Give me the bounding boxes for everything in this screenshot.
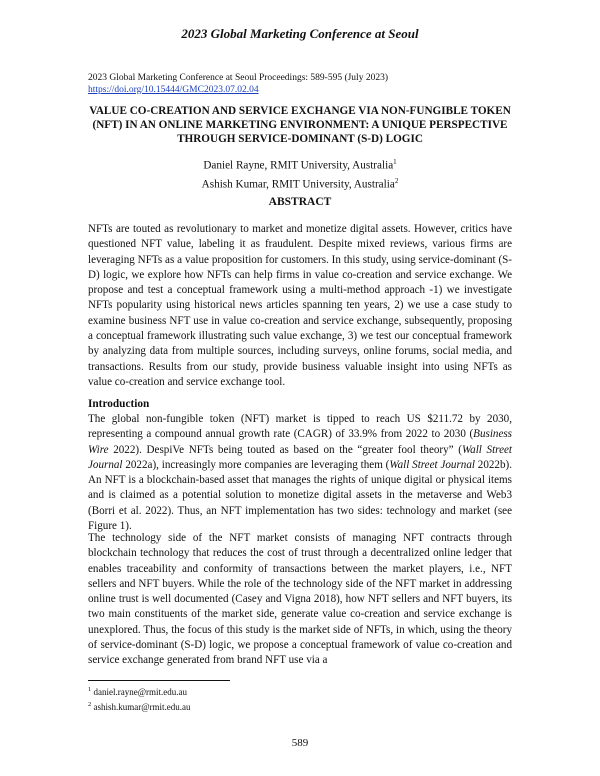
text-run: 2022b). An NFT is a blockchain-based asset that manages the rights of unique digital or physical items and is claimed as a potential solution to monetize digital assets in the metaverse and Web3 (Borri et al. 2022). Thus, an NFT implementation has two sides: technology and market (see Figure 1). [88, 458, 512, 533]
footnote-marker: 2 [394, 176, 399, 185]
footnote-marker: 1 [393, 158, 397, 166]
text-run: 2022a), increasingly more companies are leveraging them ( [122, 458, 390, 471]
author-name-affiliation: Daniel Rayne, RMIT University, Australia [203, 159, 394, 172]
abstract-heading: ABSTRACT [268, 196, 332, 208]
page-number: 589 [291, 737, 309, 749]
footnote-divider [88, 680, 230, 681]
introduction-paragraph-1 [88, 412, 512, 534]
section-heading-introduction: Introduction [88, 398, 150, 410]
footnote [88, 684, 191, 699]
author-name-affiliation: Ashish Kumar, RMIT University, Australia [201, 178, 395, 191]
reference-italic: Business Wire [88, 428, 512, 456]
footnote [88, 699, 191, 714]
reference-italic: Wall Street Journal [389, 458, 475, 471]
author-line [88, 155, 512, 174]
reference-italic: Wall Street Journal [88, 443, 512, 471]
proceedings-citation: 2023 Global Marketing Conference at Seoul Proceedings: 589-595 (July 2023) [88, 73, 388, 83]
footnotes [88, 684, 191, 713]
running-head: 2023 Global Marketing Conference at Seoul [181, 26, 419, 41]
text-run: 2022). DespiVe NFTs being touted as based on the “greater fool theory” ( [108, 443, 462, 456]
author-list [88, 155, 512, 192]
citation-block [88, 72, 388, 96]
introduction-paragraph-2: The technology side of the NFT market consists of managing NFT contracts through blockchain technology that reduces the cost of trust through a decentralized online ledger that enables traceability and conformity of transactions between the market players, i.e., NFT sellers and NFT buyers. While the role of the technology side of the NFT market in addressing online trust is well documented (Casey and Vigna 2018), how NFT sellers and NFT buyers, its two main constituents of the market side, generate value co-creation and service exchange is unexplored. Thus, the focus of this study is the market side of NFTs, in which, using the theory of service-dominant (S-D) logic, we propose a conceptual framework of value co-creation and service exchange generated from brand NFT use via a [88, 532, 512, 667]
doi-link[interactable]: https://doi.org/10.15444/GMC2023.07.02.04 [88, 85, 259, 95]
footnote-marker: 1 [88, 686, 92, 693]
paper-title: VALUE CO-CREATION AND SERVICE EXCHANGE VIA NON-FUNGIBLE TOKEN (NFT) IN AN ONLINE MARKETING ENVIRONMENT: A UNIQUE PERSPECTIVE THROUGH SERVICE-DOMINANT (S-D) LOGIC [89, 105, 511, 145]
abstract-text: NFTs are touted as revolutionary to market and monetize digital assets. However, critics have questioned NFT value, labeling it as fraudulent. Despite mixed reviews, various firms are leveraging NFTs as a value proposition for customers. In this study, using service-dominant (S-D) logic, we explore how NFTs can help firms in value co-creation and service exchange. We propose and test a conceptual framework using a multi-method approach -1) we investigate NFTs popularity using historical news articles spanning ten years, 2) we use a case study to examine business NFT use in value co-creation and service exchange, subsequently, proposing a conceptual framework illustrating such value exchange, 3) we test our conceptual framework by analyzing data from multiple sources, including surveys, online forums, social media, and transactions. Results from our study, provide business valuable insight into using NFTs as value co-creation and service exchange tool. [88, 223, 512, 388]
footnote-email: daniel.rayne@rmit.edu.au [93, 687, 188, 697]
text-run: The global non-fungible token (NFT) market is tipped to reach US $211.72 by 2030, representing a compound annual growth rate (CAGR) of 33.9% from 2022 to 2030 ( [88, 413, 512, 441]
footnote-email: ashish.kumar@rmit.edu.au [93, 701, 191, 712]
footnote-marker: 2 [88, 700, 92, 708]
author-line [88, 174, 512, 193]
